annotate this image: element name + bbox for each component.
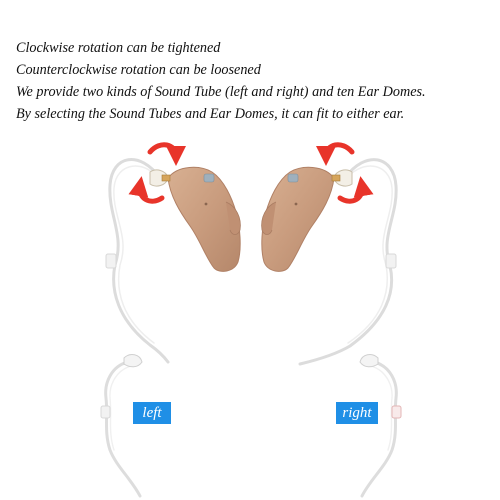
spare-right-connector [392, 406, 401, 418]
left-tube-label: left [133, 402, 171, 424]
hearing-aid-illustration [0, 130, 500, 500]
instruction-line-loosen: Counterclockwise rotation can be loosened [16, 62, 261, 78]
instruction-line-fit: By selecting the Sound Tubes and Ear Domes, it can fit to either ear. [16, 106, 405, 122]
spare-left-sound-tube [106, 362, 140, 496]
instruction-text [16, 37, 500, 125]
spare-left-connector [101, 406, 110, 418]
left-hearing-aid-body [162, 167, 240, 271]
spare-left-ear-dome-icon [124, 355, 142, 367]
right-tube-label: right [336, 402, 378, 424]
instruction-line-tubes: We provide two kinds of Sound Tube (left and right) and ten Ear Domes. [16, 84, 426, 100]
right-hearing-aid-body [262, 167, 340, 271]
right-tube-connector [386, 254, 396, 268]
spare-right-ear-dome-icon [360, 355, 378, 367]
instruction-line-tighten: Clockwise rotation can be tightened [16, 40, 221, 56]
left-tube-connector [106, 254, 116, 268]
spare-right-sound-tube [362, 362, 396, 496]
